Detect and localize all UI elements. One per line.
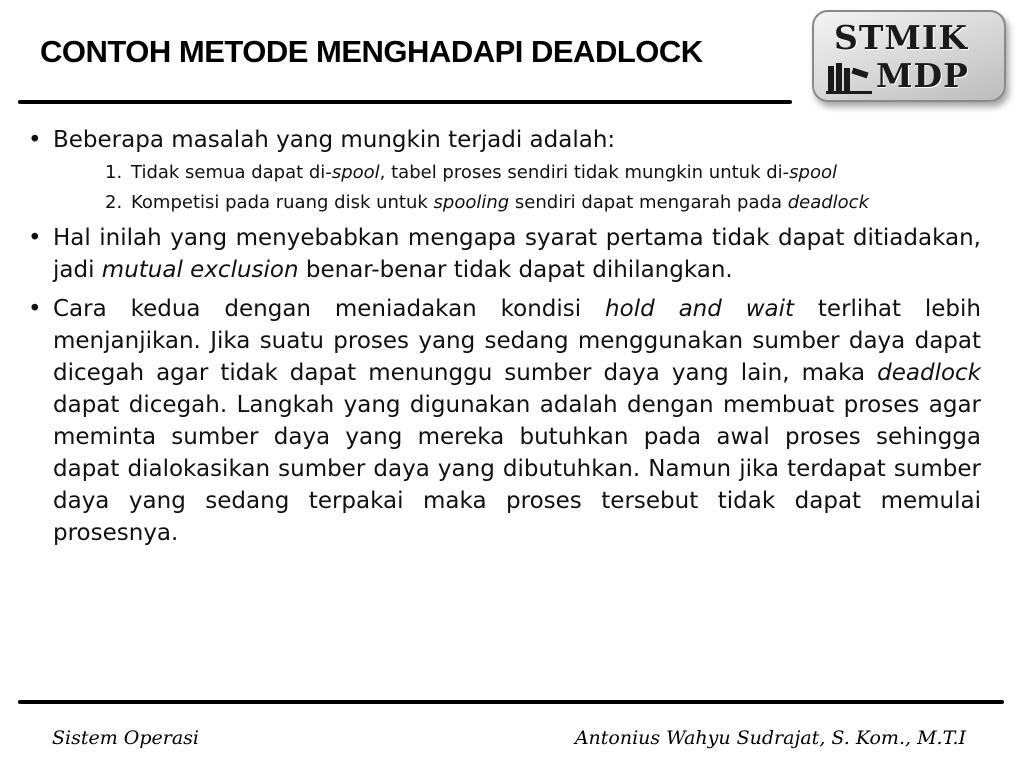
footer-divider: [18, 700, 1004, 704]
stmik-mdp-logo: [812, 10, 1006, 102]
text-run: Tidak semua dapat di-: [131, 162, 332, 183]
footer-author: Antonius Wahyu Sudrajat, S. Kom., M.T.I: [574, 727, 966, 749]
bullet-problems: [28, 124, 981, 215]
italic-term: spool: [331, 162, 380, 183]
slide-title: CONTOH METODE MENGHADAPI DEADLOCK: [40, 34, 703, 69]
list-item: [53, 191, 981, 215]
italic-term: mutual exclusion: [101, 257, 299, 283]
italic-term: spooling: [433, 192, 510, 213]
italic-term: hold and wait: [605, 296, 795, 322]
logo-text-top: STMIK: [834, 18, 969, 57]
text-run: dapat dicegah. Langkah yang digunakan adalah dengan membuat proses agar meminta sumber daya yang mereka butuhkan pada awal proses sehingga dapat dialokasikan sumber daya yang dibutuhkan. Namun jika terdapat sumber daya yang sedang terpakai maka proses tersebut tidak dapat memulai prosesnya.: [53, 392, 981, 546]
slide-content: [28, 124, 981, 556]
list-number: 2.: [105, 192, 123, 213]
italic-term: spool: [789, 162, 837, 183]
text-run: Hal inilah yang menyebabkan mengapa syarat pertama tidak dapat ditiadakan, jadi: [53, 225, 981, 283]
text-run: Cara kedua dengan meniadakan kondisi: [53, 296, 606, 322]
title-divider: [18, 100, 792, 104]
footer-course: Sistem Operasi: [52, 727, 199, 749]
bullet-hold-and-wait: [28, 293, 981, 549]
list-number: 1.: [105, 162, 123, 183]
problems-list: [53, 161, 981, 215]
list-item: [53, 161, 981, 185]
text-run: , tabel proses sendiri tidak mungkin untuk di-: [379, 162, 790, 183]
logo-text-bottom: MDP: [876, 56, 969, 95]
italic-term: deadlock: [877, 360, 981, 386]
bullet-mutual-exclusion: [28, 222, 981, 286]
italic-term: deadlock: [787, 192, 869, 213]
text-run: terlihat lebih menjanjikan. Jika suatu proses yang sedang menggunakan sumber daya dapat dicegah agar tidak dapat menunggu sumber daya yang lain, maka: [53, 296, 981, 386]
text-run: Kompetisi pada ruang disk untuk: [131, 192, 434, 213]
text-run: sendiri dapat mengarah pada: [509, 192, 788, 213]
books-icon: [826, 60, 872, 94]
text-run: benar-benar tidak dapat dihilangkan.: [298, 257, 733, 283]
bullet-text: Beberapa masalah yang mungkin terjadi adalah:: [53, 127, 616, 153]
